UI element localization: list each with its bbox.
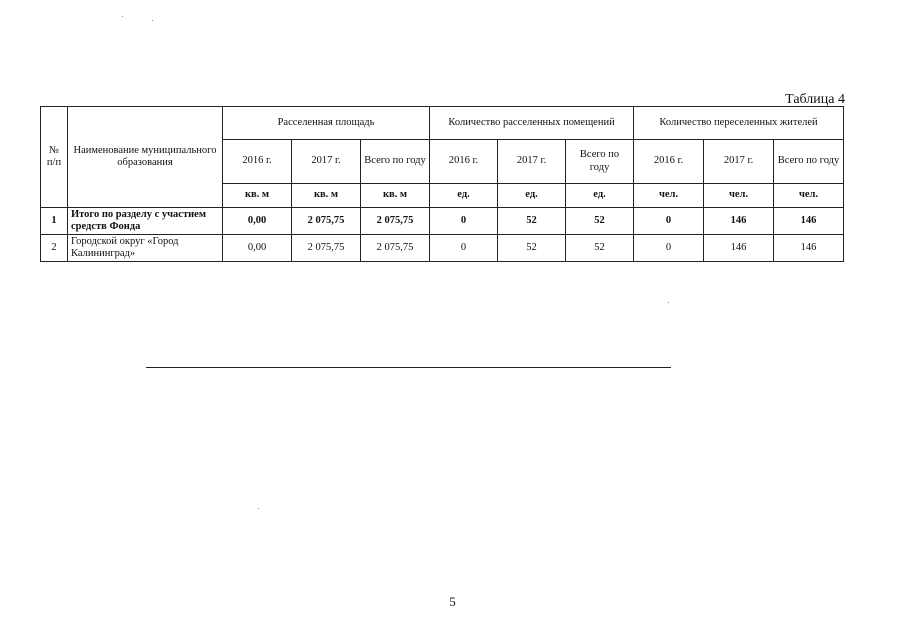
cell-value: 0 <box>430 235 498 262</box>
header-unit: ед. <box>430 184 498 208</box>
cell-value: 52 <box>566 208 634 235</box>
resettlement-table <box>40 106 844 262</box>
page-number: 5 <box>449 594 456 609</box>
header-group-residents: Количество переселенных жителей <box>634 107 844 140</box>
header-unit: чел. <box>634 184 704 208</box>
cell-value: 0,00 <box>223 235 292 262</box>
header-year: 2016 г. <box>634 140 704 184</box>
cell-value: 52 <box>498 208 566 235</box>
header-group-area: Расселенная площадь <box>223 107 430 140</box>
header-num: № п/п <box>41 107 68 208</box>
header-year: Всего по году <box>361 140 430 184</box>
header-unit: кв. м <box>361 184 430 208</box>
table-caption: Таблица 4 <box>785 92 845 107</box>
row-name: Итого по разделу с участием средств Фонда <box>68 208 223 235</box>
header-year: 2017 г. <box>292 140 361 184</box>
header-unit: кв. м <box>292 184 361 208</box>
cell-value: 2 075,75 <box>361 235 430 262</box>
header-unit: ед. <box>566 184 634 208</box>
header-name: Наименование муниципального образования <box>68 107 223 208</box>
header-year: 2016 г. <box>223 140 292 184</box>
header-year: Всего по году <box>774 140 844 184</box>
cell-value: 52 <box>566 235 634 262</box>
cell-value: 2 075,75 <box>361 208 430 235</box>
cell-value: 0 <box>634 235 704 262</box>
table-row <box>41 235 844 262</box>
cell-value: 0 <box>430 208 498 235</box>
cell-value: 2 075,75 <box>292 235 361 262</box>
header-unit: ед. <box>498 184 566 208</box>
row-name: Городской округ «Город Калининград» <box>68 235 223 262</box>
header-year: 2017 г. <box>704 140 774 184</box>
row-num: 2 <box>41 235 68 262</box>
cell-value: 146 <box>774 208 844 235</box>
header-unit: чел. <box>704 184 774 208</box>
header-year: Всего по году <box>566 140 634 184</box>
cell-value: 146 <box>774 235 844 262</box>
header-year: 2017 г. <box>498 140 566 184</box>
cell-value: 0 <box>634 208 704 235</box>
cell-value: 2 075,75 <box>292 208 361 235</box>
separator-line <box>146 367 671 368</box>
header-group-premises: Количество расселенных помещений <box>430 107 634 140</box>
table-row <box>41 208 844 235</box>
header-year: 2016 г. <box>430 140 498 184</box>
scan-speck <box>668 302 669 303</box>
cell-value: 0,00 <box>223 208 292 235</box>
header-unit: кв. м <box>223 184 292 208</box>
cell-value: 146 <box>704 208 774 235</box>
scan-speck <box>122 16 123 17</box>
scan-speck <box>152 20 153 21</box>
row-num: 1 <box>41 208 68 235</box>
cell-value: 52 <box>498 235 566 262</box>
header-unit: чел. <box>774 184 844 208</box>
cell-value: 146 <box>704 235 774 262</box>
scan-speck <box>258 508 259 509</box>
